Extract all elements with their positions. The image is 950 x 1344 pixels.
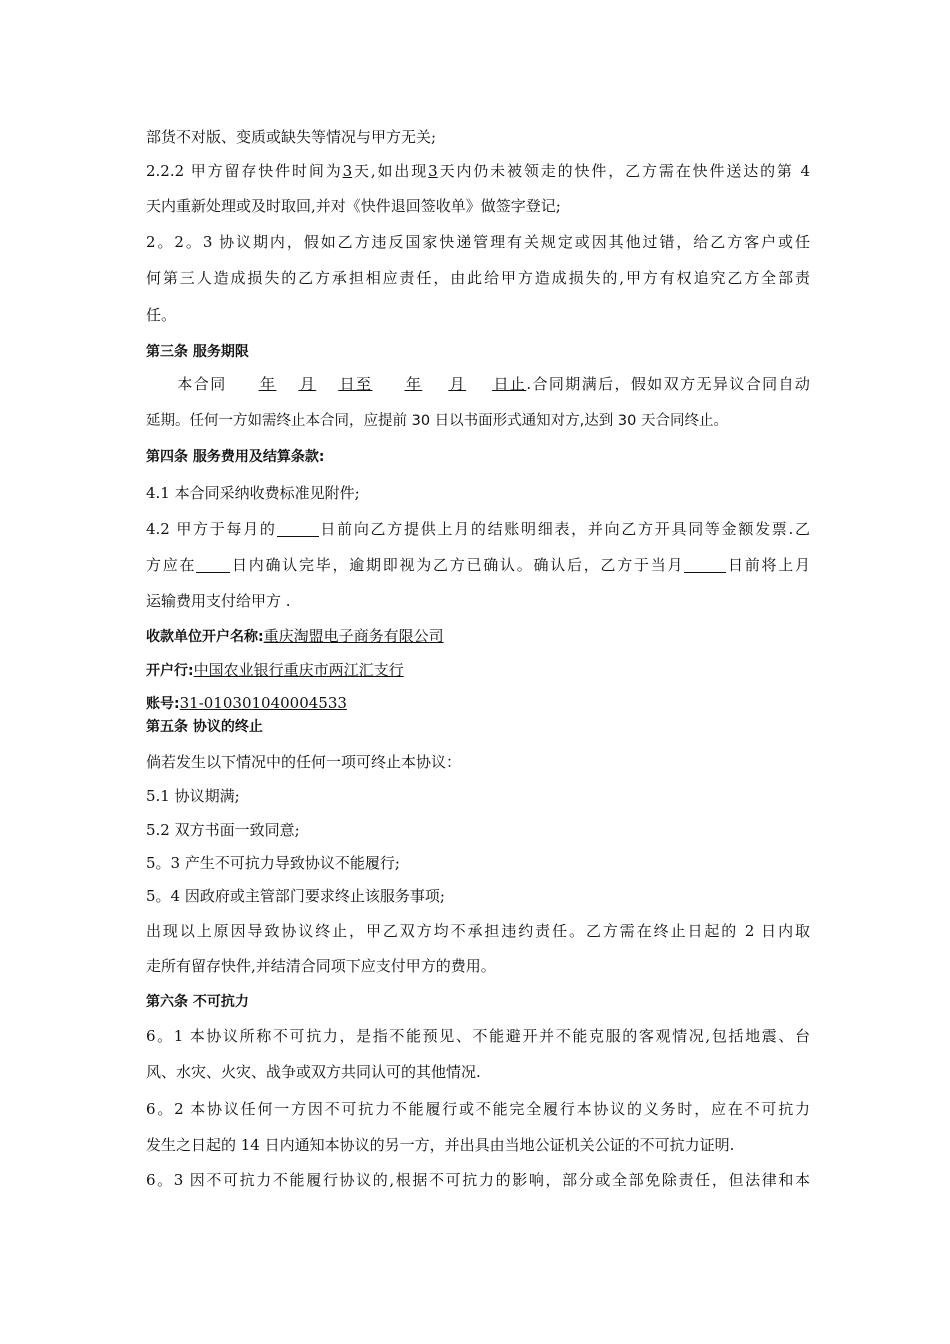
text-line: 发生之日起的 14 日内通知本协议的另一方，并出具由当地公证机关公证的不可抗力证明. xyxy=(146,1136,735,1154)
text-line: 延期。任何一方如需终止本合同，应提前 30 日以书面形式通知对方,达到 30 天合同终止。 xyxy=(146,413,728,429)
text-line: 6。2 本协议任何一方因不可抗力不能履行或不能完全履行本协议的义务时，应在不可抗力 xyxy=(146,1100,810,1118)
payee-label: 收款单位开户名称: xyxy=(146,629,264,645)
text-line: 倘若发生以下情况中的任何一项可终止本协议： xyxy=(146,753,462,771)
text-fragment: .合同期满后，假如双方无异议合同自动 xyxy=(526,375,810,393)
text-line: 运输费用支付给甲方 . xyxy=(146,592,291,610)
text-line: 6。1 本协议所称不可抗力，是指不能预见、不能避开并不能克服的客观情况,包括地震、台 xyxy=(146,1027,810,1045)
text-line: 风、水灾、火灾、战争或双方共同认可的其他情况. xyxy=(146,1063,481,1081)
text-line: 何第三人造成损失的乙方承担相应责任，由此给甲方造成损失的,甲方有权追究乙方全部责 xyxy=(146,269,810,287)
text-line: 2。2。3 协议期内，假如乙方违反国家快递管理有关规定或因其他过错，给乙方客户或任 xyxy=(146,233,810,251)
account-label: 账号: xyxy=(146,696,180,712)
text-line: 5.1 协议期满; xyxy=(146,787,240,805)
text-line: 5。4 因政府或主管部门要求终止该服务事项; xyxy=(146,887,445,905)
bank-line xyxy=(146,660,810,681)
text-fragment: 日前将上月 xyxy=(726,556,810,574)
section-heading: 第六条 不可抗力 xyxy=(146,994,249,1010)
text-line xyxy=(146,519,810,539)
contract-start-date xyxy=(227,375,527,393)
fill-in-blank xyxy=(684,557,726,573)
date-unit: 月 xyxy=(298,375,317,393)
payee-line xyxy=(146,626,810,647)
fill-in-blank xyxy=(277,521,319,537)
text-line: 出现以上原因导致协议终止，甲乙双方均不承担违约责任。乙方需在终止日起的 2 日内取 xyxy=(146,922,810,940)
text-fragment: 4.2 甲方于每月的 xyxy=(146,520,277,538)
text-fragment: 本合同 xyxy=(176,375,227,393)
text-line: 5。3 产生不可抗力导致协议不能履行; xyxy=(146,854,400,872)
text-fragment: 方应在 xyxy=(146,556,197,574)
text-fragment: 天内仍未被领走的快件，乙方需在快件送达的第 4 xyxy=(437,162,810,180)
text-line: 天内重新处理或及时取回,并对《快件退回签收单》做签字登记; xyxy=(146,197,561,215)
text-fragment: 2.2.2 甲方留存快件时间为 xyxy=(146,162,343,180)
text-line: 4.1 本合同采纳收费标准见附件; xyxy=(146,484,360,502)
fill-in-blank xyxy=(196,557,230,573)
text-fragment: 日内确认完毕，逾期即视为乙方已确认。确认后，乙方于当月 xyxy=(230,556,685,574)
text-fragment: 天,如出现 xyxy=(352,162,429,180)
date-unit: 年 xyxy=(404,375,423,393)
underlined-value: 3 xyxy=(342,162,353,180)
payee-value: 重庆淘盟电子商务有限公司 xyxy=(263,627,444,645)
text-fragment: 日前向乙方提供上月的结账明细表，并向乙方开具同等金额发票.乙 xyxy=(318,520,810,538)
text-line xyxy=(146,161,810,181)
text-line: 走所有留存快件,并结清合同项下应支付甲方的费用。 xyxy=(146,957,496,975)
section-heading: 第五条 协议的终止 xyxy=(146,719,263,735)
date-unit: 月 xyxy=(448,375,467,393)
bank-label: 开户行: xyxy=(146,663,194,679)
text-line: 6。3 因不可抗力不能履行协议的,根据不可抗力的影响，部分或全部免除责任，但法律和本 xyxy=(146,1171,810,1189)
date-unit: 年 xyxy=(258,375,277,393)
account-line xyxy=(146,693,810,714)
section-heading: 第四条 服务费用及结算条款: xyxy=(146,449,325,465)
text-line xyxy=(146,555,810,575)
account-value: 31-010301040004533 xyxy=(179,694,347,712)
bank-value: 中国农业银行重庆市两江汇支行 xyxy=(193,661,404,679)
section-heading: 第三条 服务期限 xyxy=(146,344,249,360)
text-line xyxy=(146,374,810,394)
date-unit: 日止 xyxy=(492,375,527,393)
text-line: 任。 xyxy=(146,306,177,324)
text-line: 部货不对版、变质或缺失等情况与甲方无关; xyxy=(146,128,437,146)
text-line: 5.2 双方书面一致同意; xyxy=(146,821,300,839)
underlined-value: 3 xyxy=(428,162,438,180)
date-unit: 日至 xyxy=(338,375,373,393)
